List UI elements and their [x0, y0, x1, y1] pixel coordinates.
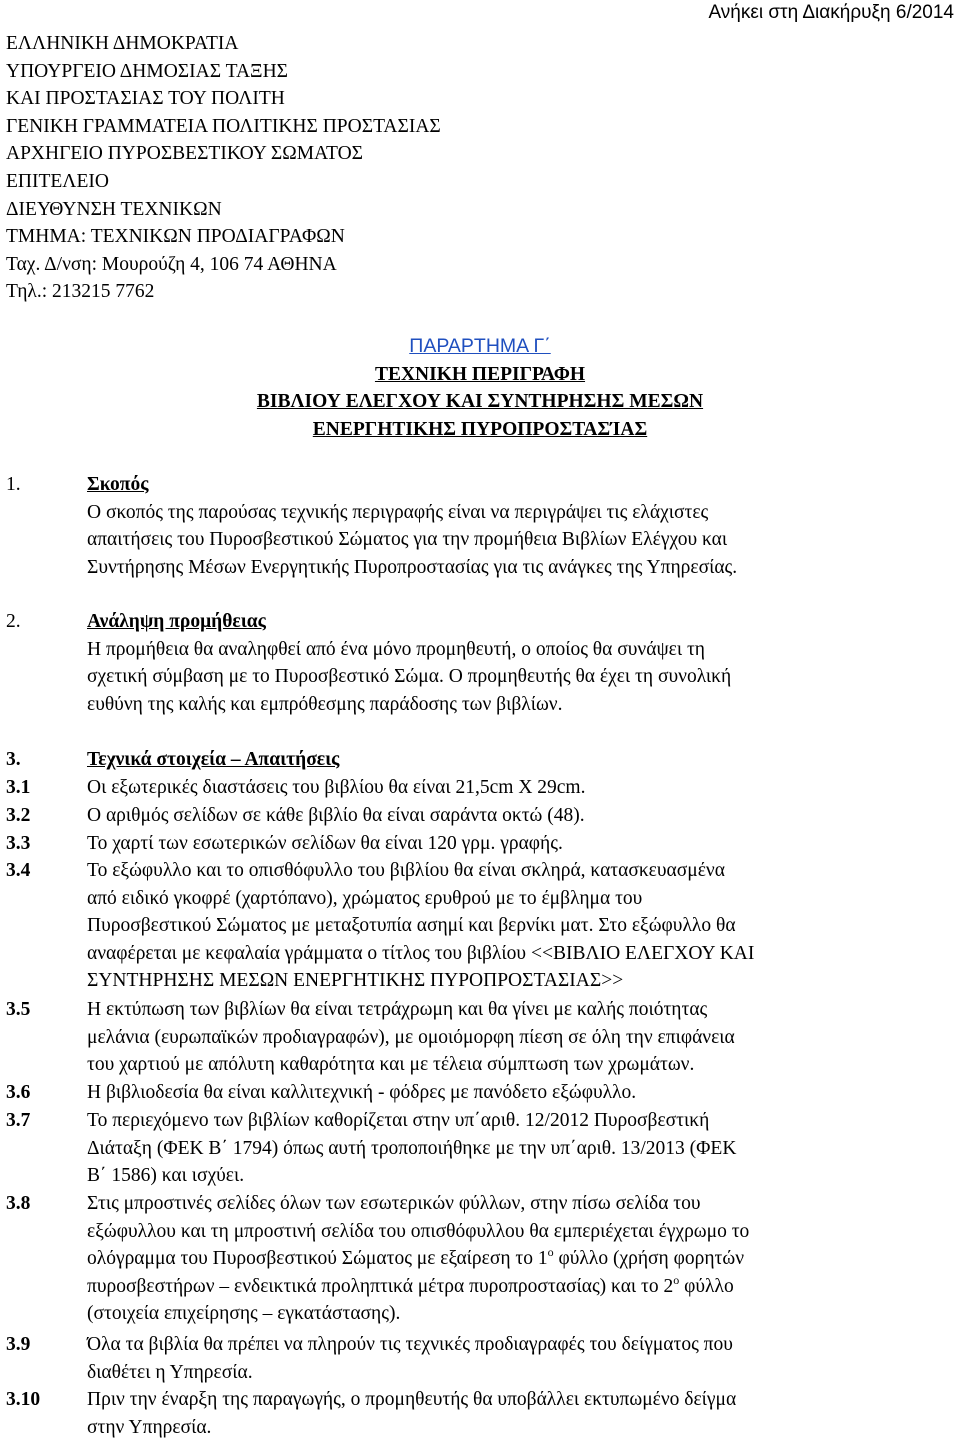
item-line: Στις μπροστινές σελίδες όλων των εσωτερικών φύλλων, στην πίσω σελίδα του: [87, 1193, 701, 1214]
spec-item-3-10: [6, 1386, 914, 1441]
section-procurement: [6, 608, 914, 718]
annex-reference: Ανήκει στη Διακήρυξη 6/2014: [708, 2, 954, 23]
annex-title-link[interactable]: ΠΑΡΑΡΤΗΜΑ Γ΄: [409, 335, 551, 357]
document-titles: [0, 333, 960, 443]
section-heading: Ανάληψη προμήθειας: [87, 611, 266, 632]
title-line-3: ΕΝΕΡΓΗΤΙΚΗΣ ΠΥΡΟΠΡΟΣΤΑΣΊΑΣ: [312, 418, 648, 440]
body-line: Συντήρησης Μέσων Ενεργητικής Πυροπροστασίας για τις ανάγκες της Υπηρεσίας.: [87, 556, 738, 578]
item-number: 3.6: [6, 1082, 31, 1103]
section-body: [87, 636, 914, 719]
header-line: ΚΑΙ ΠΡΟΣΤΑΣΙΑΣ ΤΟΥ ΠΟΛΙΤΗ: [6, 88, 285, 110]
section-number: 1.: [6, 474, 21, 495]
item-line: μελάνια (ευρωπαϊκών προδιαγραφών), με ομοιόμορφη πίεση σε όλη την επιφάνεια: [87, 1026, 735, 1048]
item-line: διαθέτει η Υπηρεσία.: [87, 1361, 253, 1383]
item-line: Ο αριθμός σελίδων σε κάθε βιβλίο θα είναι σαράντα οκτώ (48).: [87, 805, 585, 826]
spec-item-3-9: [6, 1331, 914, 1386]
spec-item-3-2: [6, 802, 914, 830]
header-line: ΔΙΕΥΘΥΝΣΗ ΤΕΧΝΙΚΩΝ: [6, 198, 222, 220]
body-line: Η προμήθεια θα αναληφθεί από ένα μόνο προμηθευτή, ο οποίος θα συνάψει τη: [87, 638, 705, 660]
item-number: 3.8: [6, 1193, 31, 1214]
item-line: ολόγραμμα του Πυροσβεστικού Σώματος με εξαίρεση το $1^o$ φύλλο (χρήση φορητών: [87, 1245, 745, 1270]
item-line: στην Υπηρεσία.: [87, 1416, 212, 1438]
item-line: εξώφυλλου και τη μπροστινή σελίδα του οπισθόφυλλου θα εμπεριέχεται έγχρωμο το: [87, 1220, 750, 1242]
item-number: 3.5: [6, 999, 31, 1020]
header-line: ΓΕΝΙΚΗ ΓΡΑΜΜΑΤΕΙΑ ΠΟΛΙΤΙΚΗΣ ΠΡΟΣΤΑΣΙΑΣ: [6, 115, 441, 137]
header-line: ΤΜΗΜΑ: ΤΕΧΝΙΚΩΝ ΠΡΟΔΙΑΓΡΑΦΩΝ: [6, 226, 345, 248]
section-heading: Σκοπός: [87, 474, 149, 495]
body-line: απαιτήσεις του Πυροσβεστικού Σώματος για την προμήθεια Βιβλίων Ελέγχου και: [87, 529, 728, 551]
item-line: Η εκτύπωση των βιβλίων θα είναι τετράχρωμη και θα γίνει με καλής ποιότητας: [87, 999, 708, 1020]
item-line: Πριν την έναρξη της παραγωγής, ο προμηθευτής θα υποβάλλει εκτυπωμένο δείγμα: [87, 1389, 737, 1410]
section-body: [87, 499, 914, 582]
item-number: 3.1: [6, 777, 31, 798]
item-line: Όλα τα βιβλία θα πρέπει να πληρούν τις τεχνικές προδιαγραφές του δείγματος που: [87, 1334, 733, 1355]
section-technical: [6, 746, 914, 774]
header-line: ΕΠΙΤΕΛΕΙΟ: [6, 170, 109, 192]
item-line: (στοιχεία επιχείρησης – εγκατάστασης).: [87, 1303, 401, 1325]
spec-item-3-7: [6, 1107, 914, 1190]
title-line-2: ΒΙΒΛΙΟΥ ΕΛΕΓΧΟΥ ΚΑΙ ΣΥΝΤΗΡΗΣΗΣ ΜΕΣΩΝ: [256, 391, 704, 412]
spec-item-3-1: [6, 774, 914, 802]
section-number: 2.: [6, 611, 21, 632]
spec-item-3-5: [6, 996, 914, 1079]
item-number: 3.3: [6, 833, 31, 854]
spec-item-3-6: [6, 1079, 914, 1107]
item-line: Β΄ 1586) και ισχύει.: [87, 1165, 245, 1187]
body-line: σχετική σύμβαση με το Πυροσβεστικό Σώμα. Ο προμηθευτής θα έχει τη συνολική: [87, 666, 732, 688]
header-line: ΑΡΧΗΓΕΙΟ ΠΥΡΟΣΒΕΣΤΙΚΟΥ ΣΩΜΑΤΟΣ: [6, 143, 364, 165]
header-line: ΕΛΛΗΝΙΚΗ ΔΗΜΟΚΡΑΤΙΑ: [6, 33, 239, 54]
item-line: ΣΥΝΤΗΡΗΣΗΣ ΜΕΣΩΝ ΕΝΕΡΓΗΤΙΚΗΣ ΠΥΡΟΠΡΟΣΤΑΣΙΑΣ>>: [87, 970, 624, 992]
item-line: του χαρτιού με απόλυτη καθαρότητα και με τέλεια σύμπτωση των χρωμάτων.: [87, 1054, 695, 1076]
item-line: Διάταξη (ΦΕΚ Β΄ 1794) όπως αυτή τροποποιήθηκε με την υπ΄αριθ. 13/2013 (ΦΕΚ: [87, 1137, 737, 1159]
spec-item-3-4: [6, 857, 914, 995]
section-heading: Τεχνικά στοιχεία – Απαιτήσεις: [87, 749, 340, 770]
item-number: 3.4: [6, 860, 31, 881]
header-line: Τηλ.: 213215 7762: [6, 281, 155, 303]
header-line: ΥΠΟΥΡΓΕΙΟ ΔΗΜΟΣΙΑΣ ΤΑΞΗΣ: [6, 60, 289, 82]
body-line: ευθύνη της καλής και εμπρόθεσμης παράδοσης των βιβλίων.: [87, 693, 563, 715]
body-line: Ο σκοπός της παρούσας τεχνικής περιγραφής είναι να περιγράψει τις ελάχιστες: [87, 501, 709, 523]
item-line: Οι εξωτερικές διαστάσεις του βιβλίου θα είναι 21,5cm X 29cm.: [87, 777, 586, 798]
item-line: Το εξώφυλλο και το οπισθόφυλλο του βιβλίου θα είναι σκληρά, κατασκευασμένα: [87, 860, 725, 881]
spec-item-3-3: [6, 830, 914, 858]
item-number: 3.9: [6, 1334, 31, 1355]
item-line: Πυροσβεστικού Σώματος με μεταξοτυπία ασημί και βερνίκι ματ. Στο εξώφυλλο θα: [87, 915, 736, 937]
title-line-1: ΤΕΧΝΙΚΗ ΠΕΡΙΓΡΑΦΗ: [374, 363, 586, 385]
item-number: 3.7: [6, 1110, 31, 1131]
item-line: πυροσβεστήρων – ενδεικτικά προληπτικά μέτρα πυροπροστασίας) και το $2^o$ φύλλο: [87, 1272, 734, 1297]
spec-item-3-8: [6, 1190, 914, 1328]
header-line: Ταχ. Δ/νση: Μουρούζη 4, 106 74 ΑΘΗΝΑ: [6, 253, 337, 275]
issuer-header: [6, 30, 441, 306]
section-purpose: [6, 471, 914, 581]
item-line: Η βιβλιοδεσία θα είναι καλλιτεχνική - φόδρες με πανόδετο εξώφυλλο.: [87, 1082, 637, 1103]
item-line: από ειδικό γκοφρέ (χαρτόπανο), χρώματος ερυθρού με το έμβλημα του: [87, 887, 643, 909]
item-line: αναφέρεται με κεφαλαία γράμματα ο τίτλος του βιβλίου <<ΒΙΒΛΙΟ ΕΛΕΓΧΟΥ ΚΑΙ: [87, 942, 755, 964]
item-number: 3.10: [6, 1389, 41, 1410]
item-line: Το χαρτί των εσωτερικών σελίδων θα είναι 120 γρμ. γραφής.: [87, 833, 563, 854]
item-number: 3.2: [6, 805, 31, 826]
section-number: 3.: [6, 749, 21, 770]
item-line: Το περιεχόμενο των βιβλίων καθορίζεται στην υπ΄αριθ. 12/2012 Πυροσβεστική: [87, 1110, 710, 1131]
